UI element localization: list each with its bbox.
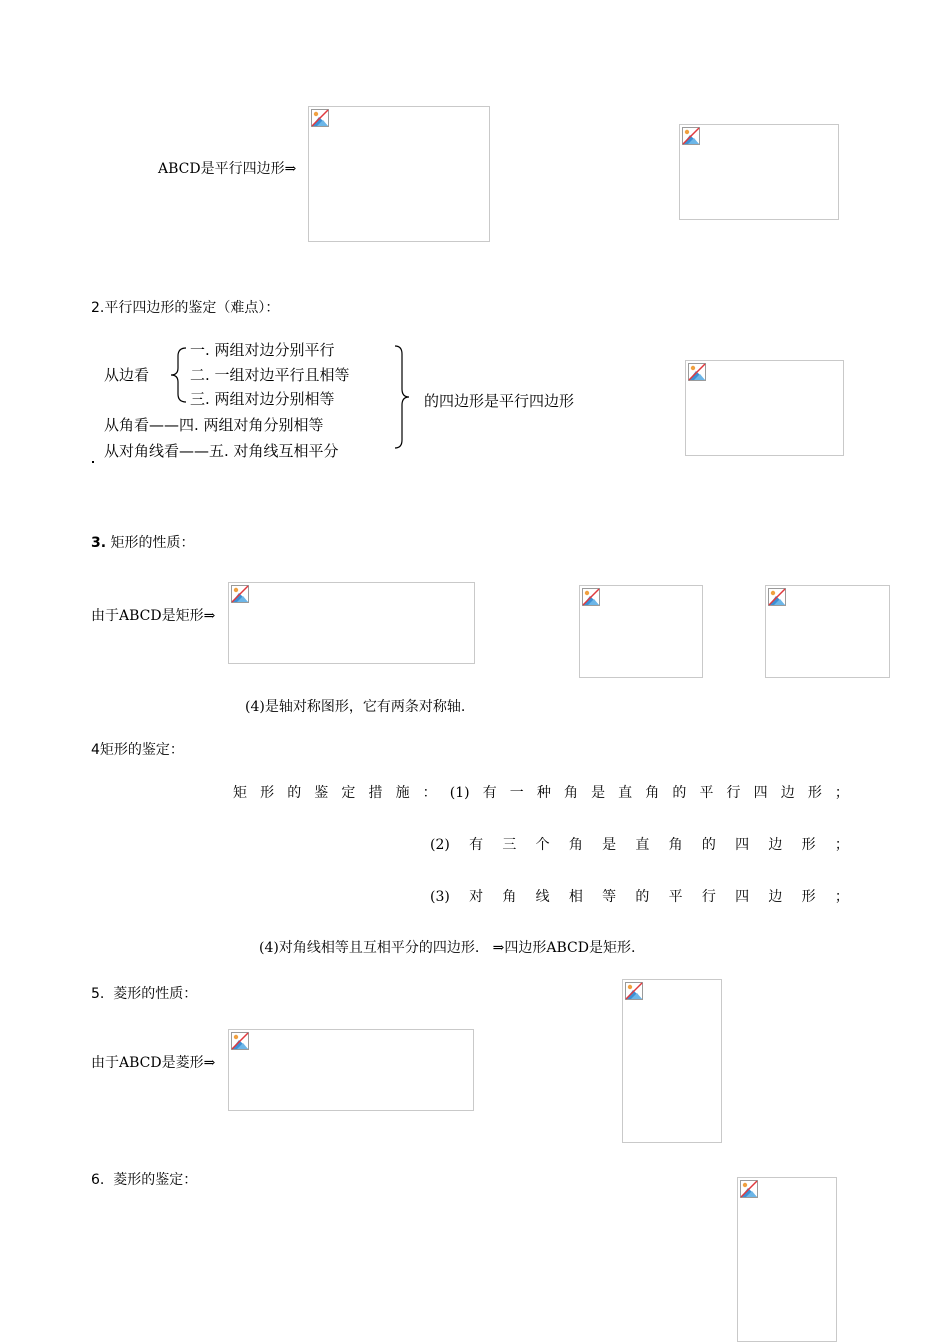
sec3-heading	[91, 532, 195, 552]
image-placeholder	[679, 124, 839, 220]
criterion-2: 二. 一组对边平行且相等	[190, 366, 350, 384]
image-placeholder	[308, 106, 490, 242]
broken-image-icon	[625, 982, 643, 1000]
stray-dot	[92, 461, 94, 463]
criterion-5: 从对角线看——五. 对角线互相平分	[104, 442, 339, 460]
from-side-label: 从边看	[104, 366, 150, 384]
method-line-4: (4)对角线相等且互相平分的四边形. ⇒四边形ABCD是矩形.	[259, 940, 636, 956]
method-line-1: 矩 形 的 鉴 定 措 施 ： (1) 有 一 种 角 是 直 角 的 平 行 四 边 形 ；	[233, 785, 849, 801]
broken-image-icon	[768, 588, 786, 606]
left-brace-icon	[168, 346, 190, 404]
sec6-heading: 6. 菱形的鉴定：	[91, 1172, 198, 1188]
sec5-heading: 5. 菱形的性质：	[91, 986, 198, 1002]
criterion-4: 从角看——四. 两组对角分别相等	[104, 416, 324, 434]
sec2-heading: 2.平行四边形的鉴定（难点）：	[91, 300, 280, 316]
broken-image-icon	[231, 585, 249, 603]
right-brace-icon	[392, 344, 414, 450]
image-placeholder	[622, 979, 722, 1143]
criteria-result: 的四边形是平行四边形	[424, 392, 575, 410]
sec1-label: ABCD是平行四边形⇒	[158, 161, 297, 177]
broken-image-icon	[682, 127, 700, 145]
sec3-heading-text: 矩形的性质：	[110, 535, 195, 551]
image-placeholder	[765, 585, 890, 678]
image-placeholder	[685, 360, 844, 456]
criterion-3: 三. 两组对边分别相等	[190, 390, 335, 408]
method-line-3: (3) 对 角 线 相 等 的 平 行 四 边 形 ；	[430, 889, 849, 905]
sec3-heading-num: 3.	[91, 535, 107, 551]
image-placeholder	[579, 585, 703, 678]
image-placeholder	[228, 582, 475, 664]
broken-image-icon	[582, 588, 600, 606]
sec5-label: 由于ABCD是菱形⇒	[91, 1055, 216, 1071]
broken-image-icon	[231, 1032, 249, 1050]
sec3-label: 由于ABCD是矩形⇒	[91, 608, 216, 624]
sec4-heading: 4矩形的鉴定：	[91, 742, 184, 758]
method-line-2: (2) 有 三 个 角 是 直 角 的 四 边 形 ；	[430, 837, 849, 853]
broken-image-icon	[740, 1180, 758, 1198]
sec3-note: (4)是轴对称图形，它有两条对称轴.	[245, 699, 466, 715]
criterion-1: 一. 两组对边分别平行	[190, 341, 335, 359]
image-placeholder	[737, 1177, 837, 1342]
broken-image-icon	[311, 109, 329, 127]
broken-image-icon	[688, 363, 706, 381]
image-placeholder	[228, 1029, 474, 1111]
